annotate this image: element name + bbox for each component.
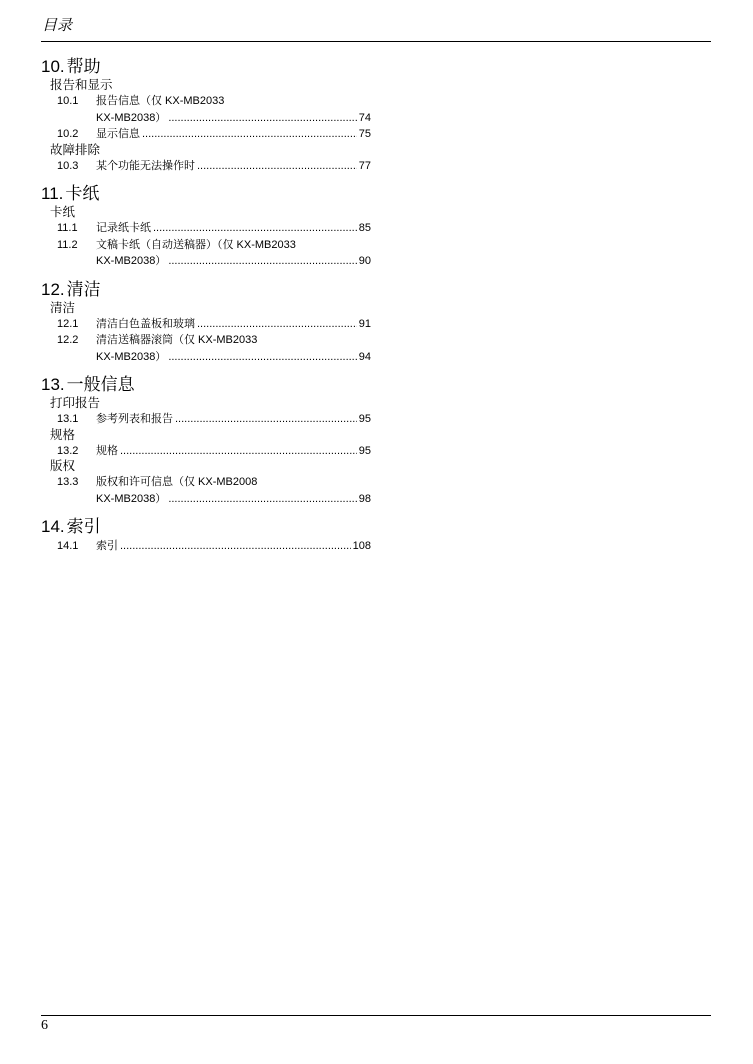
entry-page-number: 95 [358, 444, 371, 457]
dot-leader [175, 411, 357, 428]
entry-number: 13.3 [57, 476, 79, 488]
chapter-title[interactable] [41, 516, 371, 538]
chapter-number: 10. [41, 57, 65, 76]
toc-chapter [41, 374, 371, 507]
dot-leader [197, 316, 357, 333]
chapter-number: 14. [41, 517, 65, 536]
entry-page-number: 74 [358, 111, 371, 124]
page-header-title: 目录 [42, 17, 73, 34]
entry-page-number: 77 [358, 159, 371, 172]
entry-title: KX-MB2038） [96, 350, 167, 363]
toc-entry[interactable] [41, 411, 371, 428]
entry-page-number: 94 [358, 350, 371, 363]
dot-leader [168, 491, 356, 508]
entry-number: 11.2 [57, 238, 78, 251]
section-group-label: 版权 [50, 459, 76, 473]
header-rule [41, 41, 711, 42]
entry-title-line: 清洁送稿器滚筒（仅 KX-MB2033 [96, 334, 258, 346]
chapter-title-text: 卡纸 [65, 184, 100, 203]
section-group-label: 故障排除 [50, 142, 101, 157]
dot-leader [120, 443, 357, 460]
chapter-title[interactable] [41, 374, 371, 396]
chapter-number: 12. [41, 279, 65, 299]
toc-entry[interactable] [41, 158, 371, 175]
chapter-number: 13. [41, 375, 65, 394]
dot-leader [168, 110, 356, 127]
dot-leader [168, 349, 356, 366]
toc-entry[interactable] [41, 538, 371, 555]
entry-title: 显示信息 [96, 128, 140, 140]
entry-title-line: 文稿卡纸（自动送稿器）（仅 KX-MB2033 [96, 238, 296, 251]
toc-entry[interactable] [41, 126, 371, 143]
toc-entry[interactable] [41, 474, 371, 507]
chapter-title[interactable] [41, 56, 371, 78]
toc-entry[interactable] [41, 443, 371, 460]
dot-leader [197, 158, 357, 175]
toc-entry[interactable] [41, 316, 371, 333]
entry-title: 规格 [96, 444, 118, 457]
toc-chapter [41, 183, 371, 270]
entry-number: 13.1 [57, 413, 79, 425]
entry-body [96, 411, 371, 428]
entry-leader-line [96, 443, 371, 460]
dot-leader [120, 538, 351, 555]
entry-title: KX-MB2038） [96, 111, 167, 124]
entry-page-number: 91 [358, 317, 371, 330]
chapter-title[interactable] [41, 279, 371, 301]
entry-leader-line [96, 411, 371, 428]
section-group-label: 卡纸 [50, 205, 76, 219]
entry-body [96, 538, 371, 555]
entry-body [96, 316, 371, 333]
entry-title: 某个功能无法操作时 [96, 159, 195, 172]
entry-number: 10.3 [57, 159, 79, 172]
section-group-label: 报告和显示 [50, 78, 113, 92]
section-group-label: 打印报告 [50, 396, 101, 410]
dot-leader [153, 220, 357, 237]
entry-title-line: 报告信息（仅 KX-MB2033 [96, 95, 225, 107]
entry-body [96, 126, 371, 143]
entry-number: 12.1 [57, 317, 79, 330]
entry-title-line: 版权和许可信息（仅 KX-MB2008 [96, 476, 258, 488]
entry-leader-line [96, 538, 371, 555]
chapter-title[interactable] [41, 183, 371, 205]
entry-body [96, 474, 371, 507]
toc-chapter [41, 516, 371, 555]
table-of-contents [41, 56, 371, 564]
toc-chapter [41, 56, 371, 174]
entry-number: 10.1 [57, 95, 79, 107]
entry-body [96, 220, 371, 237]
entry-number: 13.2 [57, 444, 79, 457]
entry-page-number: 95 [358, 413, 371, 425]
entry-title: KX-MB2038） [96, 255, 167, 267]
entry-body [96, 93, 371, 126]
entry-leader-line [96, 220, 371, 237]
section-group-label: 清洁 [50, 300, 76, 315]
entry-leader-line [96, 158, 371, 175]
chapter-title-text: 帮助 [66, 57, 101, 76]
entry-leader-line [96, 316, 371, 333]
chapter-title-text: 索引 [66, 517, 101, 536]
entry-number: 14.1 [57, 540, 79, 552]
dot-leader [142, 126, 357, 143]
chapter-number: 11. [41, 184, 64, 203]
entry-page-number: 90 [358, 255, 371, 267]
chapter-title-text: 一般信息 [66, 375, 135, 394]
entry-number: 10.2 [57, 128, 79, 140]
entry-page-number: 85 [358, 222, 371, 234]
section-group-label: 规格 [50, 427, 76, 442]
entry-body [96, 332, 371, 365]
entry-number: 12.2 [57, 334, 79, 346]
entry-title: KX-MB2038） [96, 492, 167, 505]
entry-page-number: 98 [358, 492, 371, 505]
entry-page-number: 75 [358, 128, 371, 140]
entry-body [96, 237, 371, 270]
entry-page-number: 108 [352, 540, 371, 552]
entry-title: 清洁白色盖板和玻璃 [96, 317, 195, 330]
page-number: 6 [41, 1018, 48, 1033]
chapter-title-text: 清洁 [66, 279, 101, 299]
entry-body [96, 158, 371, 175]
entry-body [96, 443, 371, 460]
entry-leader-line [96, 349, 371, 366]
entry-leader-line [96, 491, 371, 508]
footer-rule [41, 1015, 711, 1016]
entry-title: 索引 [96, 540, 118, 552]
entry-leader-line [96, 110, 371, 127]
entry-title: 参考列表和报告 [96, 413, 173, 425]
dot-leader [168, 253, 356, 270]
entry-leader-line [96, 126, 371, 143]
toc-chapter [41, 279, 371, 366]
entry-number: 11.1 [57, 222, 78, 234]
toc-entry[interactable] [41, 237, 371, 270]
entry-title: 记录纸卡纸 [96, 222, 151, 234]
toc-entry[interactable] [41, 220, 371, 237]
entry-leader-line [96, 253, 371, 270]
toc-entry[interactable] [41, 93, 371, 126]
toc-entry[interactable] [41, 332, 371, 365]
